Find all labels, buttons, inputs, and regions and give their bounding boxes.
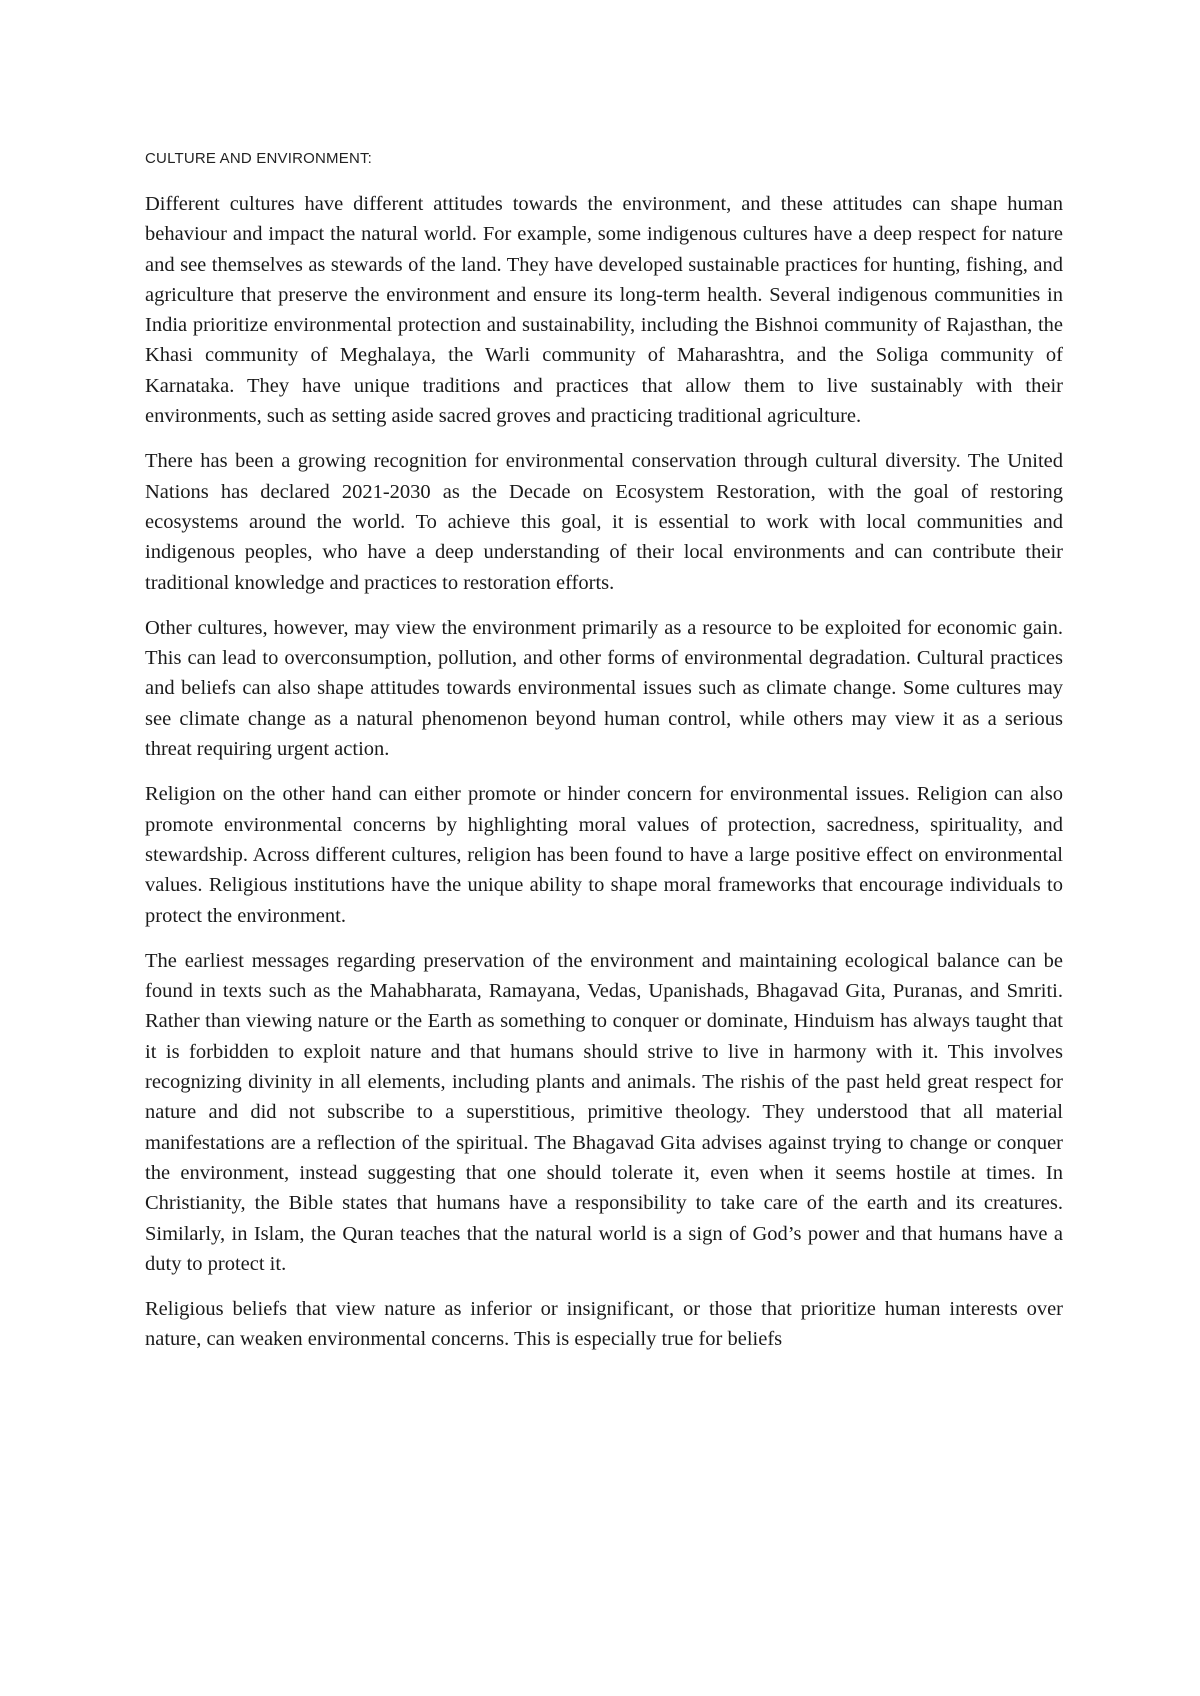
paragraph-conservation-recognition: There has been a growing recognition for environmental conservation through cultural diversity. The United Nations has declared 2021-2030 as the Decade on Ecosystem Restoration, with the goal of restoring ecosystems around the world. To achieve this goal, it is essential to work with local communities and indigenous peoples, who have a deep understanding of their local environments and can contribute their traditional knowledge and practices to restoration efforts. bbox=[145, 450, 1063, 594]
paragraph-cultural-attitudes: Different cultures have different attitudes towards the environment, and these attitudes can shape human behaviour and impact the natural world. For example, some indigenous cultures have a deep respect for nature and see themselves as stewards of the land. They have developed sustainable practices for hunting, fishing, and agriculture that preserve the environment and ensure its long-term health. Several indigenous communities in India prioritize environmental protection and sustainability, including the Bishnoi community of Rajasthan, the Khasi community of Meghalaya, the Warli community of Maharashtra, and the Soliga community of Karnataka. They have unique traditions and practices that allow them to live sustainably with their environments, such as setting aside sacred groves and practicing traditional agriculture. bbox=[145, 193, 1063, 428]
paragraph-religious-texts: The earliest messages regarding preservation of the environment and maintaining ecological balance can be found in texts such as the Mahabharata, Ramayana, Vedas, Upanishads, Bhagavad Gita, Puranas, and Smriti. Rather than viewing nature or the Earth as something to conquer or dominate, Hinduism has always taught that it is forbidden to exploit nature and that humans should strive to live in harmony with it. This involves recognizing divinity in all elements, including plants and animals. The rishis of the past held great respect for nature and did not subscribe to a superstitious, primitive theology. They understood that all material manifestations are a reflection of the spiritual. The Bhagavad Gita advises against trying to change or conquer the environment, instead suggesting that one should tolerate it, even when it seems hostile at times. In Christianity, the Bible states that humans have a responsibility to take care of the earth and its creatures. Similarly, in Islam, the Quran teaches that the natural world is a sign of God’s power and that humans have a duty to protect it. bbox=[145, 949, 1063, 1275]
paragraph-exploitative-cultures: Other cultures, however, may view the environment primarily as a resource to be exploited for economic gain. This can lead to overconsumption, pollution, and other forms of environmental degradation. Cultural practices and beliefs can also shape attitudes towards environmental issues such as climate change. Some cultures may see climate change as a natural phenomenon beyond human control, while others may view it as a serious threat requiring urgent action. bbox=[145, 616, 1063, 761]
document-heading: CULTURE AND ENVIRONMENT: bbox=[145, 150, 373, 167]
document-page bbox=[145, 150, 1063, 1370]
paragraph-religious-beliefs: Religious beliefs that view nature as inferior or insignificant, or those that prioritize human interests over nature, can weaken environmental concerns. This is especially true for beliefs bbox=[145, 1298, 1063, 1351]
paragraph-religion-role: Religion on the other hand can either promote or hinder concern for environmental issues. Religion can also promote environmental concerns by highlighting moral values of protection, sacredness, spirituality, and stewardship. Across different cultures, religion has been found to have a large positive effect on environmental values. Religious institutions have the unique ability to shape moral frameworks that encourage individuals to protect the environment. bbox=[145, 783, 1063, 927]
